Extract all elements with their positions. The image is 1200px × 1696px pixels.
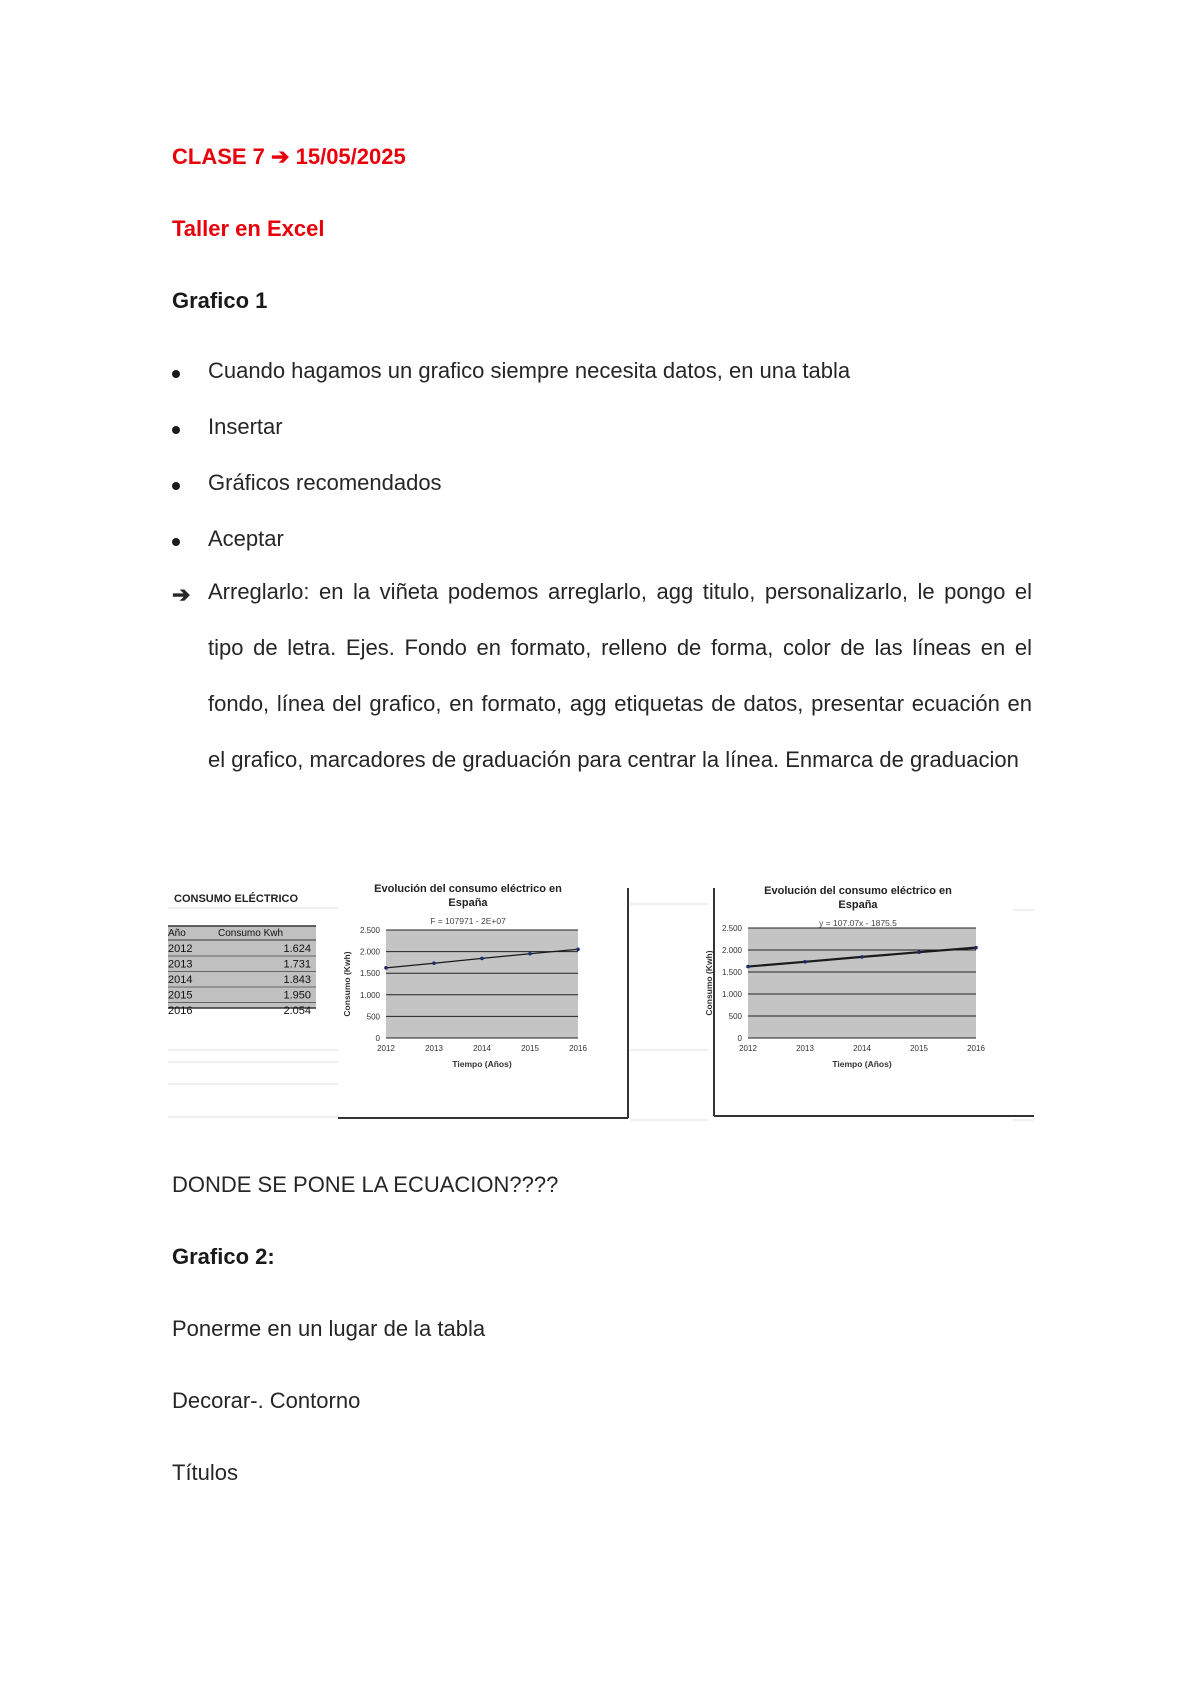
data-point — [974, 946, 978, 950]
class-header — [172, 144, 406, 170]
table-cell-value: 2.054 — [283, 1005, 311, 1017]
y-tick-label: 2.500 — [721, 924, 742, 933]
x-tick-label: 2012 — [739, 1044, 757, 1053]
trendline-equation: F = 107971 - 2E+07 — [430, 916, 506, 926]
data-point — [746, 965, 750, 969]
y-tick-label: 0 — [375, 1034, 380, 1043]
y-tick-label: 2.000 — [721, 946, 742, 955]
table-cell-year: 2013 — [168, 958, 193, 971]
y-tick-label: 2.500 — [359, 926, 380, 935]
table-cell-value: 1.731 — [283, 958, 311, 971]
trendline-equation: y = 107.07x - 1875.5 — [819, 918, 897, 928]
x-tick-label: 2016 — [967, 1044, 985, 1053]
workshop-title: Taller en Excel — [172, 216, 325, 241]
table-cell-value: 1.950 — [283, 989, 311, 1002]
section2-line: Ponerme en un lugar de la tabla — [172, 1316, 486, 1341]
chart-title: Evolución del consumo eléctrico en — [764, 885, 952, 897]
right-arrow-icon: ➔ — [172, 582, 191, 607]
list-item: Gráficos recomendados — [172, 468, 1032, 524]
chart-2 — [704, 885, 985, 1069]
list-item: Cuando hagamos un grafico siempre necesita datos, en una tabla — [172, 356, 1032, 412]
plot-area — [386, 930, 578, 1038]
list-item: Insertar — [172, 412, 1032, 468]
class-number: CLASE 7 — [172, 144, 265, 169]
chart-title: Evolución del consumo eléctrico en — [374, 883, 562, 895]
x-tick-label: 2014 — [473, 1044, 491, 1053]
x-tick-label: 2016 — [569, 1044, 587, 1053]
data-point — [384, 966, 388, 970]
table-cell-value: 1.624 — [283, 943, 311, 955]
y-tick-label: 500 — [366, 1012, 380, 1022]
x-tick-label: 2014 — [853, 1044, 871, 1053]
table-title: CONSUMO ELÉCTRICO — [174, 893, 299, 905]
table-header-year: Año — [168, 928, 186, 939]
y-tick-label: 1.500 — [359, 969, 380, 979]
section2-line: Decorar-. Contorno — [172, 1388, 361, 1413]
x-tick-label: 2015 — [910, 1044, 928, 1053]
data-point — [432, 961, 436, 965]
y-tick-label: 2.000 — [359, 947, 380, 957]
bullet-icon — [172, 482, 180, 490]
bullet-list — [172, 356, 1032, 580]
list-item: Aceptar — [172, 524, 1032, 580]
data-point — [528, 952, 532, 956]
y-tick-label: 0 — [737, 1034, 742, 1043]
plot-area — [748, 928, 976, 1038]
y-tick-label: 1.500 — [721, 968, 742, 977]
right-arrow-icon: ➔ — [271, 144, 290, 169]
section2-line: Títulos — [172, 1460, 239, 1485]
bullet-icon — [172, 370, 180, 378]
x-tick-label: 2013 — [796, 1044, 814, 1053]
question-text: DONDE SE PONE LA ECUACION???? — [172, 1172, 559, 1197]
data-point — [803, 960, 807, 964]
data-point — [576, 947, 580, 951]
data-point — [480, 957, 484, 961]
y-axis-label: Consumo (Kwh) — [342, 951, 352, 1017]
excel-screenshot-figure — [168, 870, 1034, 1130]
y-tick-label: 500 — [728, 1012, 742, 1021]
data-point — [860, 955, 864, 959]
table-cell-year: 2012 — [168, 943, 193, 955]
y-tick-label: 1.000 — [359, 990, 380, 1000]
class-date: 15/05/2025 — [295, 144, 406, 169]
figure-svg — [168, 870, 1034, 1130]
x-axis-label: Tiempo (Años) — [452, 1059, 512, 1069]
section-title-grafico-2: Grafico 2: — [172, 1244, 275, 1269]
y-tick-label: 1.000 — [721, 990, 742, 999]
table-cell-year: 2016 — [168, 1005, 193, 1017]
arrow-item-text: Arreglarlo: en la viñeta podemos arreglarlo, agg titulo, personalizarlo, le pongo el tipo de letra. Ejes. Fondo en formato, relleno de forma, color de las líneas en el fondo, línea del grafico, en formato, agg etiquetas de datos, presentar ecuación en el grafico, marcadores de graduación para centrar la línea. Enmarca de graduacion — [208, 579, 1032, 772]
x-tick-label: 2012 — [377, 1044, 395, 1053]
y-axis-label: Consumo (Kwh) — [704, 950, 714, 1016]
table-cell-value: 1.843 — [283, 974, 311, 986]
section-title-grafico-1: Grafico 1 — [172, 288, 268, 313]
x-axis-label: Tiempo (Años) — [832, 1059, 892, 1069]
chart-title-line2: España — [448, 897, 488, 909]
data-point — [917, 950, 921, 954]
chart-title-line2: España — [838, 899, 878, 911]
table-cell-year: 2014 — [168, 974, 193, 986]
table-header-consumo: Consumo Kwh — [218, 928, 284, 939]
table-cell-year: 2015 — [168, 989, 193, 1002]
bullet-icon — [172, 426, 180, 434]
x-tick-label: 2013 — [425, 1044, 443, 1053]
x-tick-label: 2015 — [521, 1044, 539, 1053]
bullet-icon — [172, 538, 180, 546]
arrow-list-item — [172, 578, 1032, 788]
